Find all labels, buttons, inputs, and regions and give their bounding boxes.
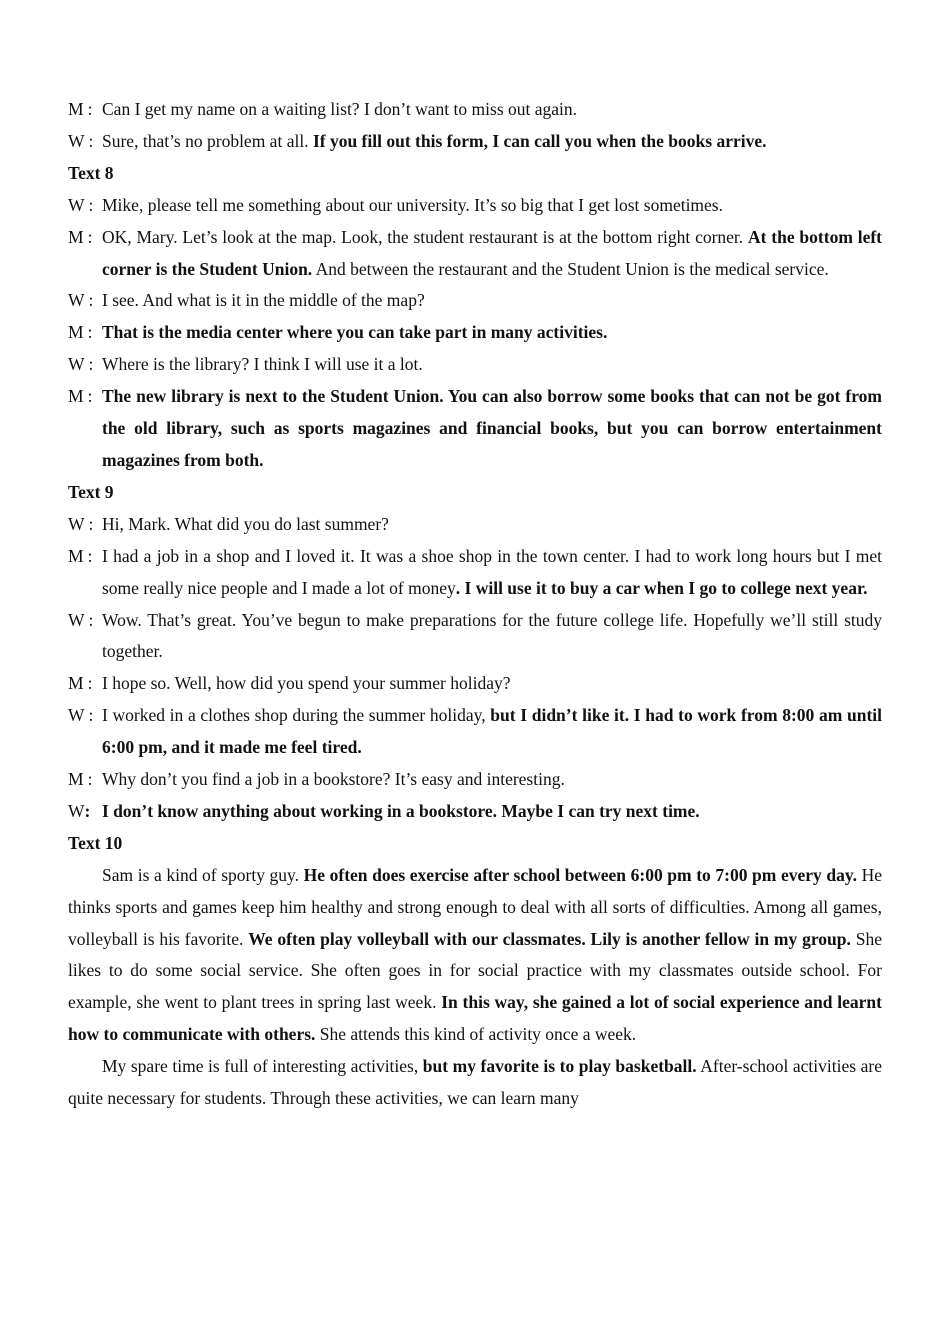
bold-text-segment: He often does exercise after school between 6:00 pm to 7:00 pm every day.	[303, 864, 857, 885]
speaker-colon: :	[87, 673, 93, 694]
text-segment: Sure, that’s no problem at all.	[102, 130, 313, 151]
bold-text-segment: but I didn’t like it. I had to work from 8:00 am until 6:00 pm, and it made me feel tired.	[102, 705, 882, 758]
text-segment: Why don’t you find a job in a bookstore? It’s easy and interesting.	[102, 769, 565, 790]
speaker-label	[68, 668, 102, 700]
bold-text-segment: In this way, she gained a lot of social experience and learnt how to communicate with others.	[68, 992, 882, 1045]
text-segment: I hope so. Well, how did you spend your summer holiday?	[102, 673, 511, 694]
speaker-name: M	[68, 545, 84, 566]
text-segment: She attends this kind of activity once a week.	[315, 1024, 637, 1045]
speaker-name: M	[68, 673, 84, 694]
speaker-label	[68, 700, 102, 732]
text-segment: I had a job in a shop and I loved it. It was a shoe shop in the town center. I had to work long hours but I met some really nice people and I made a lot of money	[102, 545, 882, 598]
speaker-label	[68, 541, 102, 573]
speaker-label	[68, 222, 102, 254]
speaker-label	[68, 605, 102, 637]
speaker-colon: :	[88, 130, 94, 151]
speaker-colon: :	[87, 99, 93, 119]
speaker-name: M	[68, 322, 84, 343]
speaker-colon: :	[88, 194, 94, 215]
speaker-colon: :	[88, 609, 94, 630]
text-segment: Where is the library? I think I will use it a lot.	[102, 354, 423, 375]
dialogue-line	[68, 190, 882, 222]
narrative-paragraph	[68, 1051, 882, 1115]
speaker-name: W	[68, 354, 85, 375]
speaker-name: W	[68, 290, 85, 311]
text-segment: Sam is a kind of sporty guy.	[102, 864, 304, 885]
speaker-label	[68, 317, 102, 349]
dialogue-line	[68, 381, 882, 477]
dialogue-line	[68, 222, 882, 286]
dialogue-line	[68, 764, 882, 796]
speaker-colon: :	[87, 322, 93, 343]
dialogue-line	[68, 700, 882, 764]
text-segment: Hi, Mark. What did you do last summer?	[102, 513, 389, 534]
text-segment: Wow. That’s great. You’ve begun to make preparations for the future college life. Hopefully we’ll still study together.	[102, 609, 882, 662]
text-segment: My spare time is full of interesting activities,	[102, 1056, 423, 1077]
dialogue-line	[68, 285, 882, 317]
speaker-name: M	[68, 226, 84, 247]
speaker-name: M	[68, 769, 84, 790]
dialogue-line	[68, 509, 882, 541]
bold-text-segment: At the bottom left corner is the Student Union.	[102, 226, 882, 279]
speaker-colon: :	[88, 290, 94, 311]
speaker-label	[68, 796, 102, 828]
speaker-name: W	[68, 130, 85, 151]
narrative-paragraph	[68, 860, 882, 1051]
bold-text-segment: We often play volleyball with our classmates. Lily is another fellow in my group.	[248, 928, 851, 949]
speaker-name: W	[68, 194, 85, 215]
dialogue-line	[68, 94, 882, 126]
speaker-label	[68, 285, 102, 317]
speaker-label	[68, 509, 102, 541]
speaker-label	[68, 349, 102, 381]
bold-text-segment: The new library is next to the Student Union. You can also borrow some books that can not be got from the old library, such as sports magazines and financial books, but you can borrow entertainment magazines from both.	[102, 386, 882, 470]
speaker-colon: :	[88, 513, 94, 534]
speaker-name: W	[68, 705, 85, 726]
dialogue-line	[68, 541, 882, 605]
bold-text-segment: If you fill out this form, I can call you when the books arrive.	[312, 130, 767, 151]
dialogue-line	[68, 317, 882, 349]
dialogue-line	[68, 796, 882, 828]
text-segment: I see. And what is it in the middle of the map?	[102, 290, 425, 311]
speaker-name: W	[68, 800, 85, 821]
text-segment: Can I get my name on a waiting list? I don’t want to miss out again.	[102, 99, 578, 119]
text-segment: OK, Mary. Let’s look at the map. Look, the student restaurant is at the bottom right corner.	[102, 226, 748, 247]
speaker-name: M	[68, 386, 84, 407]
speaker-label	[68, 190, 102, 222]
bold-text-segment: That is the media center where you can take part in many activities.	[102, 322, 608, 343]
dialogue-line	[68, 349, 882, 381]
speaker-name: W	[68, 513, 85, 534]
speaker-colon: :	[84, 800, 91, 821]
section-heading: Text 9	[68, 481, 114, 502]
speaker-colon: :	[87, 545, 93, 566]
speaker-name: M	[68, 99, 84, 119]
speaker-colon: :	[87, 769, 93, 790]
speaker-colon: :	[88, 354, 94, 375]
dialogue-line	[68, 668, 882, 700]
bold-text-segment: but my favorite is to play basketball.	[422, 1056, 697, 1077]
section-heading: Text 10	[68, 832, 123, 853]
text-segment: She likes to do some social service. She often goes in for social practice with my classmates outside school. For example, she went to plant trees in spring last week.	[68, 928, 883, 1013]
bold-text-segment: I don’t know anything about working in a bookstore. Maybe I can try next time.	[102, 800, 700, 821]
dialogue-line	[68, 126, 882, 158]
speaker-label	[68, 381, 102, 413]
text-segment: After-school activities are quite necessary for students. Through these activities, we can learn many	[68, 1056, 882, 1109]
text-segment: He thinks sports and games keep him healthy and strong enough to deal with all sorts of difficulties. Among all games, volleyball is his favorite.	[68, 864, 882, 949]
dialogue-line	[68, 605, 882, 669]
speaker-colon: :	[87, 226, 93, 247]
speaker-label	[68, 764, 102, 796]
text-segment: I worked in a clothes shop during the summer holiday,	[102, 705, 491, 726]
text-segment: Mike, please tell me something about our university. It’s so big that I get lost sometimes.	[102, 194, 723, 215]
bold-text-segment: . I will use it to buy a car when I go to college next year.	[455, 577, 868, 598]
speaker-name: W	[68, 609, 85, 630]
speaker-colon: :	[87, 386, 93, 407]
speaker-label	[68, 126, 102, 158]
speaker-label	[68, 94, 102, 126]
section-heading: Text 8	[68, 162, 114, 183]
text-segment: And between the restaurant and the Student Union is the medical service.	[312, 258, 829, 279]
speaker-colon: :	[88, 705, 94, 726]
